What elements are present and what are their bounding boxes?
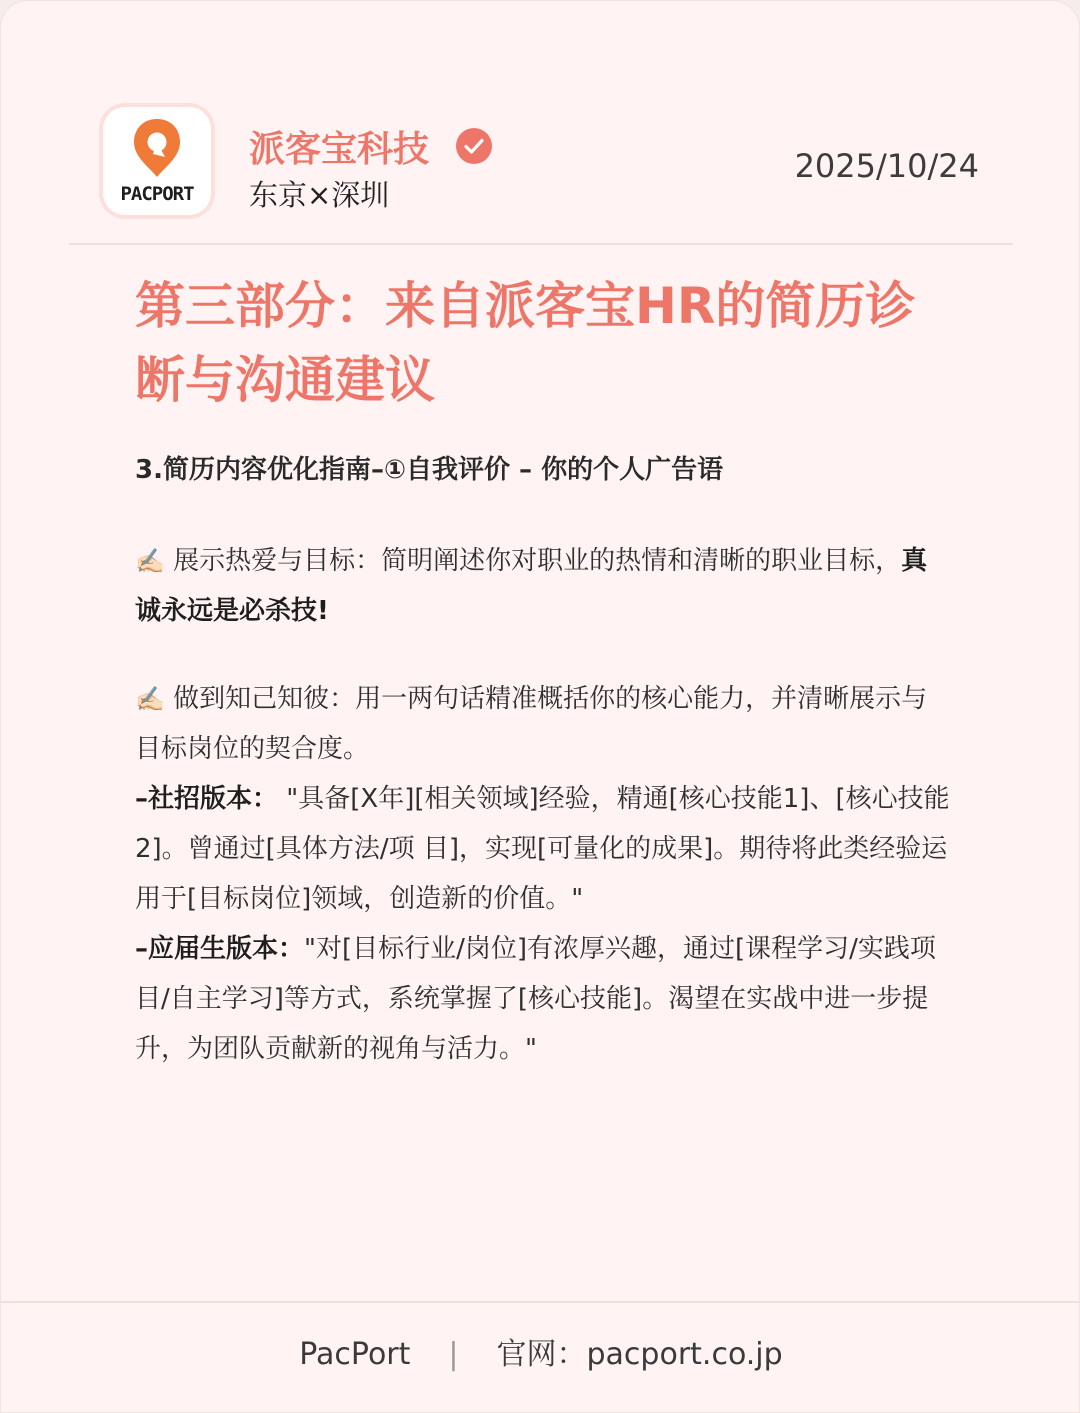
header-divider [69, 243, 1013, 245]
footer-website-link[interactable]: 官网：pacport.co.jp [496, 1337, 783, 1372]
brand-logo[interactable] [103, 107, 211, 215]
post-header [103, 107, 983, 217]
paragraph-text: "对[目标行业/岗位]有浓厚兴趣，通过[课程学习/实践项目/自主学习]等方式，系统掌握了[核心技能]。渴望在实战中进一步提升，为团队贡献新的视角与活力。" [135, 934, 936, 1064]
post-date: 2025/10/24 [794, 147, 979, 185]
brand-name[interactable]: 派客宝科技 [249, 129, 430, 170]
paragraph-text: 做到知己知彼：用一两句话精准概括你的核心能力，并清晰展示与目标岗位的契合度。 [135, 684, 928, 764]
article-title: 第三部分：来自派客宝HR的简历诊断与沟通建议 [135, 277, 916, 409]
footer-divider [1, 1301, 1080, 1303]
article-body [135, 536, 951, 1074]
paragraph-gap [135, 636, 951, 674]
map-pin-logo-icon [131, 117, 183, 179]
verified-check-icon [455, 127, 493, 165]
footer-brand: PacPort [299, 1337, 411, 1372]
writing-hand-icon: ✍🏻 [135, 685, 165, 713]
paragraph-passion-goal [135, 536, 951, 636]
paragraph-text: "具备[X年][相关领域]经验，精通[核心技能1]、[核心技能2]。曾通过[具体方法/项 目]，实现[可量化的成果]。期待将此类经验运用于[目标岗位]领域，创造新的价值。" [135, 784, 950, 914]
logo-wordmark: PACPORT [120, 183, 194, 205]
paragraph-graduate-version [135, 924, 951, 1074]
paragraph-emphasis: 真诚永远是必杀技! [135, 546, 928, 626]
writing-hand-icon: ✍🏻 [135, 547, 165, 575]
footer-separator: | [448, 1337, 459, 1372]
paragraph-know-yourself [135, 674, 951, 774]
paragraph-label: –应届生版本： [135, 934, 305, 964]
paragraph-experienced-version [135, 774, 951, 924]
post-footer [1, 1329, 1080, 1373]
location-label: 东京×深圳 [249, 178, 390, 212]
paragraph-label: –社招版本： [135, 784, 279, 814]
article-subtitle: 3.简历内容优化指南–①自我评价 – 你的个人广告语 [135, 455, 724, 485]
paragraph-text: 展示热爱与目标：简明阐述你对职业的热情和清晰的职业目标， [164, 546, 902, 576]
